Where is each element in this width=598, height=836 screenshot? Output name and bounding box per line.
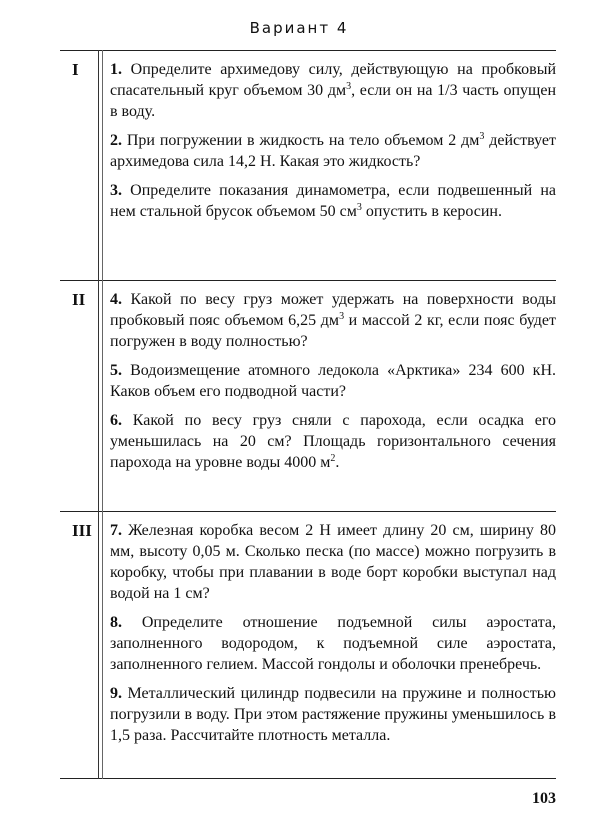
superscript: 3 [346,81,352,92]
problem [110,520,556,604]
superscript: 3 [339,311,345,322]
problem-text: Водоизмещение атомного ледокола «Арктика» 234 600 кН. Каков объем его подводной части? [110,362,556,400]
problem-text: Определите отношение подъемной силы аэростата, заполненного водородом, к подъемной силе аэростата, заполненного гелием. Массой гондолы и оболочки пренебречь. [110,614,556,673]
section-number: III [72,521,92,540]
superscript: 2 [330,453,336,464]
problem-text: Металлический цилиндр подвесили на пружине и полностью погрузили в воду. При этом растяжение пружины уменьшилось в 1,5 раза. Рассчитайте плотность металла. [110,685,557,744]
section-number: II [72,290,86,309]
problem-text: , если он на 1/3 часть опущен в воду. [110,82,556,120]
problem [110,360,556,402]
problem-number: 4. [110,291,122,308]
problem [110,683,556,746]
problem-number: 7. [110,522,122,539]
problem-number: 5. [110,362,122,379]
superscript: 3 [479,131,485,142]
column-divider [98,50,99,779]
problem [110,180,556,222]
section-problems [110,59,556,230]
problem-text: Какой по весу груз может удержать на поверхности воды пробковый пояс объемом 6,25 дм [110,291,556,329]
problem [110,289,556,352]
problem-text: Железная коробка весом 2 Н имеет длину 20 см, ширину 80 мм, высоту 0,05 м. Сколько песка (по массе) можно погрузить в коробку, чтобы при плавании в воде борт коробки выступал над водой на 1 см? [110,522,556,602]
problem-text: действует архимедова сила 14,2 Н. Какая это жидкость? [110,132,557,170]
table-top-border [60,50,556,51]
table-bottom-border [60,778,556,779]
problem-text: . [335,454,340,471]
section-divider [60,280,556,281]
problem [110,130,556,172]
problem-text: опустить в керосин. [361,203,502,220]
problem-text: Определите архимедову силу, действующую на пробковый спасательный круг объемом 30 дм [110,61,557,99]
problem-number: 2. [110,132,122,149]
problem-number: 3. [110,182,122,199]
problem-number: 8. [110,614,122,631]
problem-number: 6. [110,412,122,429]
problem-number: 1. [110,61,122,78]
variant-title: Вариант 4 [249,19,349,37]
problem-text: Какой по весу груз сняли с парохода, если осадка его уменьшилась на 20 см? Площадь горизонтального сечения парохода на уровне воды 4000 м [110,412,557,471]
problem-text: Определите показания динамометра, если подвешенный на нем стальной брусок объемом 50 см [110,182,557,220]
page-number: 103 [532,790,556,807]
problem [110,612,556,675]
column-divider-inner [102,50,103,779]
problem-text: При погружении в жидкость на тело объемом 2 дм [126,132,480,149]
problem [110,410,556,473]
problem-number: 9. [110,685,122,702]
section-problems [110,520,556,754]
problem [110,59,556,122]
section-problems [110,289,556,481]
superscript: 3 [356,202,362,213]
section-divider [60,511,556,512]
section-number: I [72,60,79,79]
problem-text: и массой 2 кг, если пояс будет погружен в воду полностью? [110,312,556,350]
